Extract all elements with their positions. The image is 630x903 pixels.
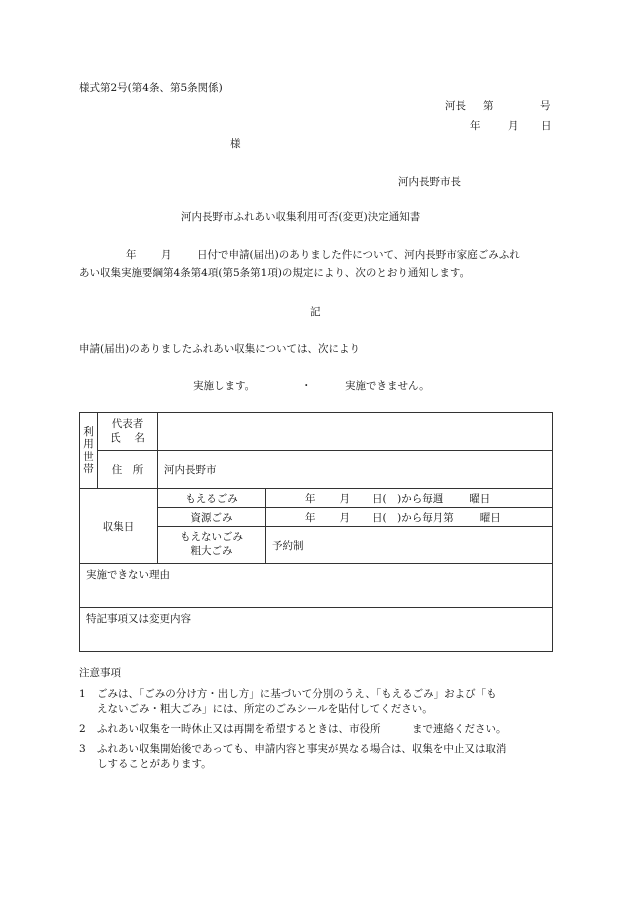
ki-mark: 記: [310, 306, 321, 318]
sender: 河内長野市長: [398, 176, 461, 188]
note-2-line1: ふれあい収集を一時休止又は再開を希望するときは、市役所 まで連絡ください。: [97, 723, 507, 735]
decision-intro: 申請(届出)のありましたふれあい収集については、次により: [79, 343, 360, 355]
note-1-line2: えないごみ・粗大ごみ」には、所定のごみシールを貼付してください。: [97, 703, 433, 715]
burnable-weekday: 曜日: [469, 492, 491, 505]
address-value: 河内長野市: [158, 451, 553, 489]
burnable-year: 年: [305, 492, 316, 505]
burnable-schedule: [266, 489, 553, 508]
recyclable-weekday: 曜日: [479, 511, 501, 524]
doc-number-go: 号: [540, 100, 551, 112]
choice-implement: 実施します。: [193, 380, 256, 392]
body-year: 年: [126, 249, 137, 261]
representative-name-value: [158, 413, 553, 451]
body-month: 月: [161, 249, 172, 261]
note-3-line1: ふれあい収集開始後であっても、申請内容と事実が異なる場合は、収集を中止又は取消: [97, 743, 507, 755]
burnable-label: もえるごみ: [158, 489, 266, 508]
date-year: 年: [470, 120, 481, 132]
collection-table: [79, 412, 553, 652]
form-number: 様式第2号(第4条、第5条関係): [79, 82, 223, 94]
doc-number-dai: 第: [483, 100, 494, 112]
notes-heading: 注意事項: [79, 667, 121, 679]
body-line1-text: 日付で申請(届出)のありました件について、河内長野市家庭ごみふれ: [197, 249, 520, 261]
household-label: 利 用 世 帯: [80, 413, 98, 489]
collection-day-label: 収集日: [80, 489, 158, 564]
burnable-month: 月: [339, 492, 350, 505]
recyclable-month: 月: [339, 511, 350, 524]
representative-name-label: 代表者 氏 名: [98, 413, 158, 451]
recyclable-day-from: 日( )から毎月第: [372, 511, 454, 524]
reason-label: 実施できない理由: [86, 569, 170, 581]
date-day: 日: [541, 120, 552, 132]
burnable-day-from: 日( )から毎週: [372, 492, 444, 505]
document-title: 河内長野市ふれあい収集利用可否(変更)決定通知書: [181, 211, 421, 223]
address-label: 住 所: [98, 451, 158, 489]
special-notes-box: [80, 608, 553, 652]
reason-box: [80, 564, 553, 608]
note-3-number: 3: [79, 743, 86, 755]
note-1-line1: ごみは、「ごみの分け方・出し方」に基づいて分別のうえ、「もえるごみ」および「も: [97, 688, 497, 700]
addressee-suffix: 様: [230, 138, 241, 150]
note-3-line2: しすることがあります。: [97, 758, 212, 770]
note-2-number: 2: [79, 723, 86, 735]
doc-number-prefix: 河長: [445, 100, 466, 112]
recyclable-label: 資源ごみ: [158, 508, 266, 527]
nonburnable-label: もえないごみ 粗大ごみ: [158, 527, 266, 564]
recyclable-year: 年: [305, 511, 316, 524]
body-line2-text: あい収集実施要綱第4条第4項(第5条第1項)の規定により、次のとおり通知します。: [79, 267, 471, 279]
choice-not-implement: 実施できません。: [345, 380, 430, 392]
recyclable-schedule: [266, 508, 553, 527]
choice-separator: ・: [301, 380, 312, 392]
date-month: 月: [508, 120, 519, 132]
special-notes-label: 特記事項又は変更内容: [86, 613, 191, 625]
note-1-number: 1: [79, 688, 86, 700]
nonburnable-value: 予約制: [266, 527, 553, 564]
